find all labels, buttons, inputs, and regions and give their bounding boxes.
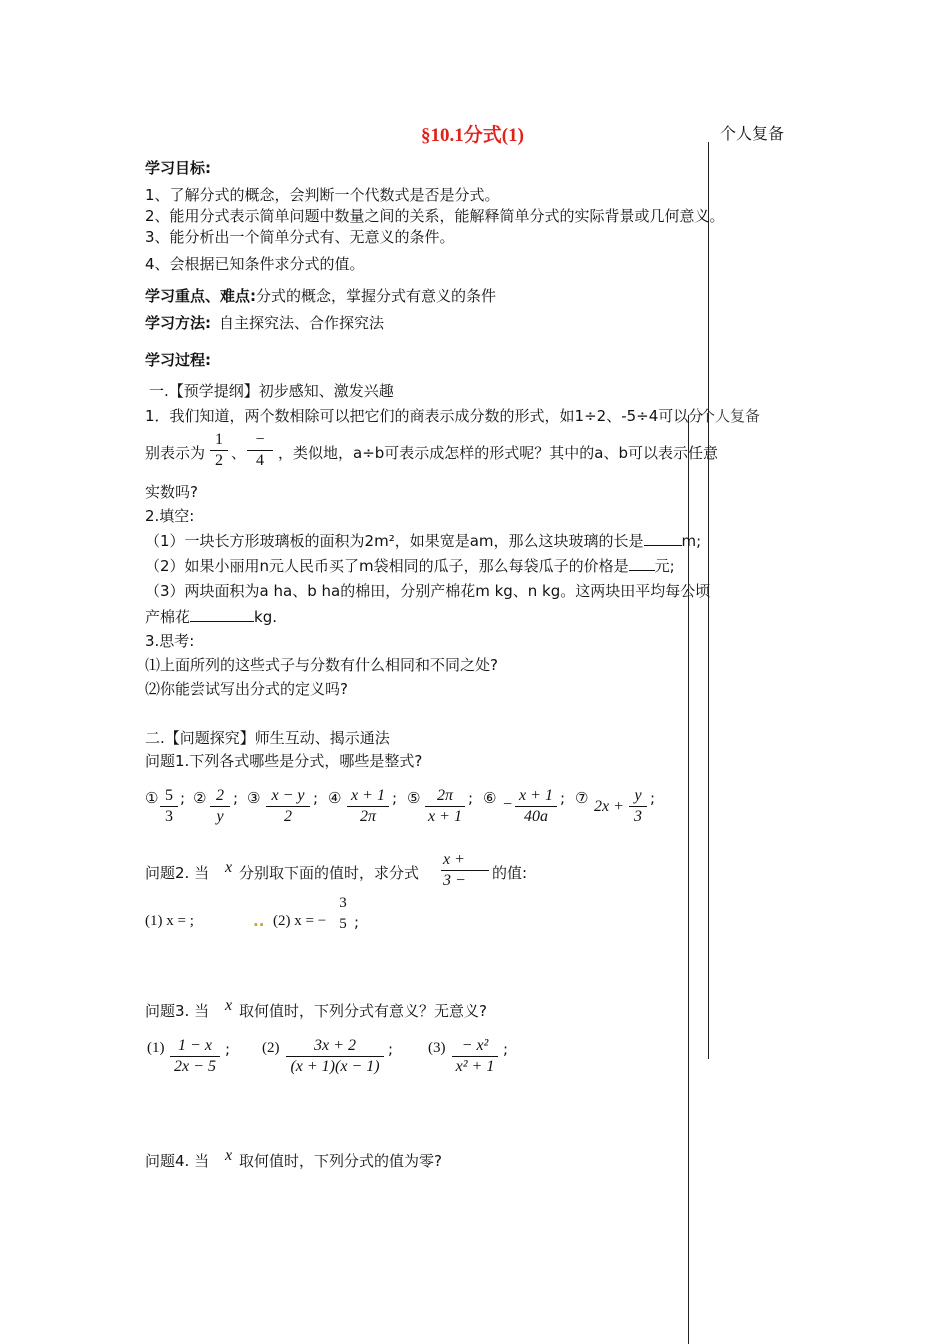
goal-item-3: 3、能分析出一个简单分式有、无意义的条件。 xyxy=(145,228,455,246)
p1-fraction-5: 2π x + 1 xyxy=(425,786,465,827)
p3-label-3: (3) xyxy=(428,1040,446,1056)
q1-separator: 、 xyxy=(231,444,247,462)
problem1-text: 问题1.下列各式哪些是分式，哪些是整式? xyxy=(145,752,423,770)
q1-fraction-1: 1 2 xyxy=(210,430,228,471)
q3-item-1: ⑴上面所列的这些式子与分数有什么相同和不同之处? xyxy=(145,656,498,674)
p3-fraction-3: − x² x² + 1 xyxy=(452,1036,498,1077)
p3-sep-1: ; xyxy=(225,1040,231,1058)
p1-mark-5: ⑤ xyxy=(407,789,421,807)
q3-heading: 3.思考: xyxy=(145,632,195,650)
q3-item-2: ⑵你能尝试写出分式的定义吗? xyxy=(145,680,348,698)
p1-sep-4: ; xyxy=(392,789,398,807)
problem4-suffix: 取何值时，下列分式的值为零? xyxy=(239,1152,442,1170)
p1-mark-2: ② xyxy=(193,789,207,807)
problem2-prefix: 问题2. 当 xyxy=(145,864,210,882)
q2-item-3-cont: 产棉花 kg. xyxy=(145,608,277,626)
process-heading: 学习过程: xyxy=(145,351,211,369)
p1-sep-7: ; xyxy=(650,789,656,807)
answer-blank-3[interactable] xyxy=(190,607,254,622)
problem3-prefix: 问题3. 当 xyxy=(145,1002,210,1020)
p1-mark-7: ⑦ xyxy=(575,789,589,807)
p3-fraction-1: 1 − x 2x − 5 xyxy=(170,1036,220,1077)
p1-fraction-1: 5 3 xyxy=(160,786,178,827)
problem3-suffix: 取何值时，下列分式有意义？无意义? xyxy=(239,1002,487,1020)
side-label-overlay: 个人复备 xyxy=(700,407,761,425)
problem4-prefix: 问题4. 当 xyxy=(145,1152,210,1170)
p1-mark-1: ① xyxy=(145,789,159,807)
q2-item-3: （3）两块面积为a ha、b ha的棉田，分别产棉花m kg、n kg。这两块田平均每公顷 xyxy=(145,582,711,600)
goals-heading: 学习目标: xyxy=(145,159,211,177)
p1-sep-3: ; xyxy=(313,789,319,807)
problem2-suffix: 的值: xyxy=(492,864,528,882)
p3-fraction-2: 3x + 2 (x + 1)(x − 1) xyxy=(286,1036,384,1077)
p1-sep-2: ; xyxy=(233,789,239,807)
goal-item-4: 4、会根据已知条件求分式的值。 xyxy=(145,255,365,273)
focus-label: 学习重点、难点: xyxy=(145,287,256,305)
problem2-item-2-fraction: 3 5 xyxy=(339,895,347,932)
goal-item-2: 2、能用分式表示简单问题中数量之间的关系，能解释简单分式的实际背景或几何意义。 xyxy=(145,207,725,225)
p1-sep-5: ; xyxy=(468,789,474,807)
decorative-dots: .. xyxy=(253,912,265,930)
problem3-var: x xyxy=(225,997,233,1014)
p1-fraction-4: x + 1 2π xyxy=(347,786,389,827)
problem4-var: x xyxy=(225,1147,233,1164)
p1-mark-4: ④ xyxy=(328,789,342,807)
p1-fraction-3: x − y 2 xyxy=(266,786,310,827)
problem2-item-1: (1) x = ; xyxy=(145,913,194,929)
q2-item-2: （2）如果小丽用n元人民币买了m袋相同的瓜子，那么每袋瓜子的价格是 元; xyxy=(145,557,675,575)
p3-sep-3: ; xyxy=(503,1040,509,1058)
focus-text: 分式的概念，掌握分式有意义的条件 xyxy=(256,287,497,305)
p1-prefix-7: 2x + xyxy=(594,798,624,815)
p1-mark-3: ③ xyxy=(247,789,261,807)
p1-fraction-6: x + 1 40a xyxy=(515,786,557,827)
focus-row xyxy=(145,285,496,306)
p1-mark-6: ⑥ xyxy=(483,789,497,807)
p1-fraction-2: 2 y xyxy=(210,786,230,827)
side-label: 个人复备 xyxy=(720,124,785,143)
section2-heading: 二.【问题探究】师生互动、揭示通法 xyxy=(145,729,390,747)
problem2-item-2-sep: ; xyxy=(354,913,360,931)
p1-fraction-7: y 3 xyxy=(629,786,647,827)
margin-rule-lower xyxy=(688,415,689,1344)
answer-blank-1[interactable] xyxy=(644,531,682,546)
p1-prefix-6: − xyxy=(503,796,513,813)
q1-prefix: 别表示为 xyxy=(145,444,206,462)
answer-blank-2[interactable] xyxy=(629,556,655,571)
q1-line1: 1．我们知道，两个数相除可以把它们的商表示成分数的形式，如1÷2、-5÷4可以分 xyxy=(145,407,704,425)
method-row xyxy=(145,312,384,333)
problem2-var: x xyxy=(225,859,233,876)
section1-heading: 一.【预学提纲】初步感知、激发兴趣 xyxy=(149,382,394,400)
q2-heading: 2.填空: xyxy=(145,507,195,525)
q1-suffix: ，类似地，a÷b可表示成怎样的形式呢？其中的a、b可以表示任意 xyxy=(278,444,718,462)
method-label: 学习方法: xyxy=(145,314,211,332)
p3-label-2: (2) xyxy=(262,1040,280,1056)
q2-item-1: （1）一块长方形玻璃板的面积为2m²，如果宽是am，那么这块玻璃的长是 m; xyxy=(145,532,702,550)
method-text: 自主探究法、合作探究法 xyxy=(219,314,385,332)
q1-line3: 实数吗? xyxy=(145,483,198,501)
q1-fraction-2: − 4 xyxy=(247,430,273,471)
problem2-mid: 分别取下面的值时，求分式 xyxy=(239,864,420,882)
p3-label-1: (1) xyxy=(147,1040,165,1056)
problem2-item-2: (2) x = − xyxy=(273,913,327,929)
p1-sep-6: ; xyxy=(560,789,566,807)
goal-item-1: 1、了解分式的概念，会判断一个代数式是否是分式。 xyxy=(145,186,500,204)
p1-sep-1: ; xyxy=(180,789,186,807)
p3-sep-2: ; xyxy=(388,1040,394,1058)
page-title: §10.1分式(1) xyxy=(421,125,524,146)
problem2-fraction: x + 3 − xyxy=(441,850,489,891)
